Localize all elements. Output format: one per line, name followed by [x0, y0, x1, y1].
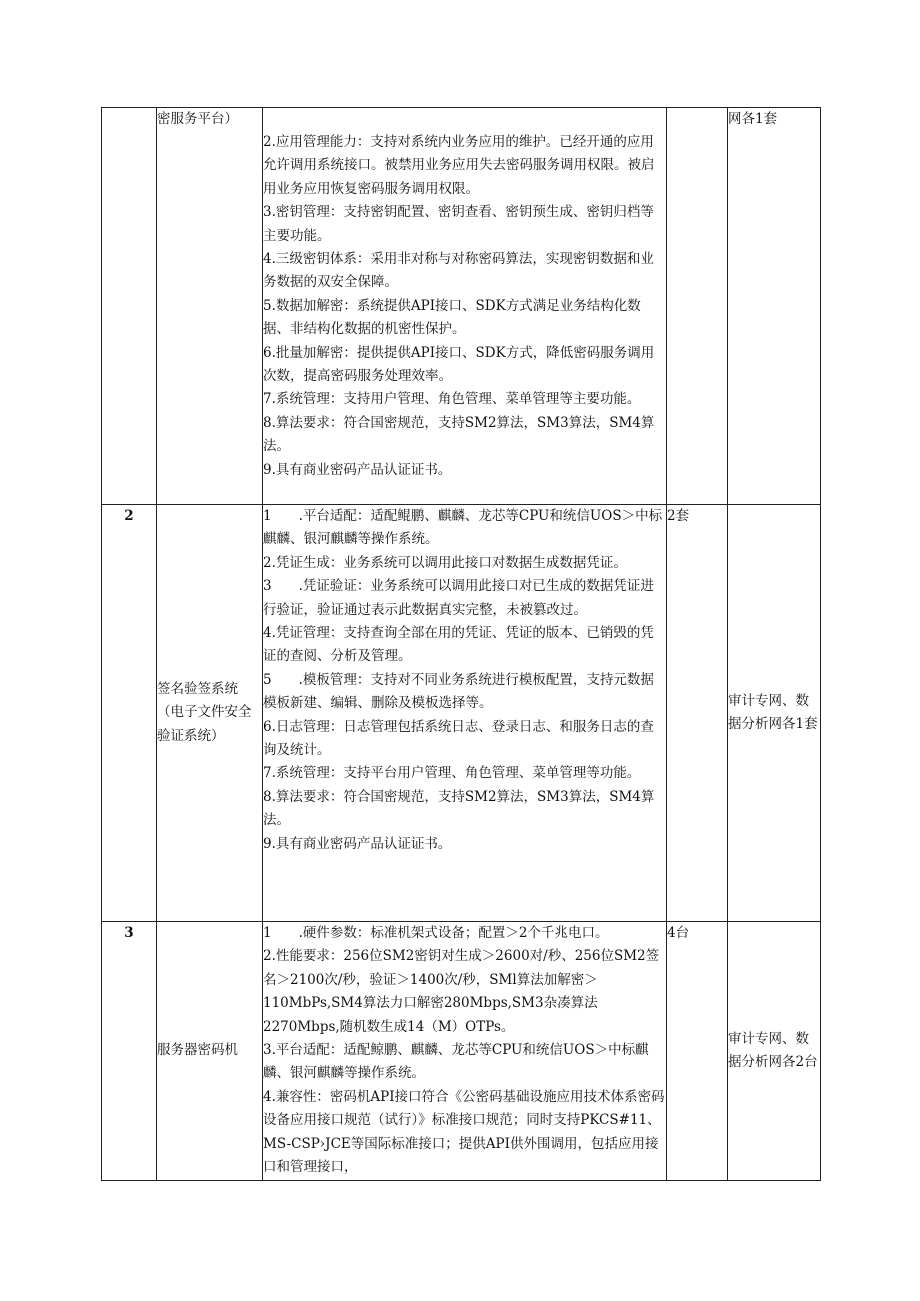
requirement-item: 3 .凭证验证：业务系统可以调用此接口对已生成的数据凭证进行验证，验证通过表示此数据真实完整，未被篡改过。 — [263, 578, 654, 618]
product-name: 服务器密码机 — [157, 922, 263, 1181]
deployment-note: 审计专网、数据分析网各1套 — [728, 505, 821, 922]
requirement-item: 4.三级密钥体系：采用非对称与对称密码算法，实现密钥数据和业务数据的双安全保障。 — [263, 251, 654, 291]
requirement-item: 5.数据加解密：系统提供API接口、SDK方式满足业务结构化数据、非结构化数据的机密性保护。 — [263, 297, 641, 338]
requirement-item: 3.平台适配：适配鲸鹏、麒麟、龙芯等CPU和统信UOS＞中标麒麟、银河麒麟等操作系统。 — [263, 1042, 649, 1082]
requirement-item: 8.算法要求：符合国密规范，支持SM2算法，SM3算法，SM4算法。 — [263, 414, 655, 455]
requirement-item: 2.凭证生成：业务系统可以调用此接口对数据生成数据凭证。 — [263, 554, 627, 571]
equipment-spec-table — [101, 107, 821, 1181]
requirement-item: 7.系统管理：支持用户管理、角色管理、菜单管理等主要功能。 — [263, 391, 641, 408]
requirement-item: 5 .模板管理：支持对不同业务系统进行模板配置，支持元数据模板新建、编辑、删除及模板选择等。 — [263, 671, 654, 712]
requirement-item: 9.具有商业密码产品认证证书。 — [263, 461, 452, 478]
requirement-item: 3.密钥管理：支持密钥配置、密钥查看、密钥预生成、密钥归档等主要功能。 — [263, 204, 654, 244]
requirements-cell — [263, 108, 667, 505]
requirement-item: 8.算法要求：符合国密规范，支持SM2算法，SM3算法，SM4算法。 — [263, 788, 655, 829]
requirements-cell — [263, 922, 667, 1181]
requirement-item: 4.兼容性：密码机API接口符合《公密码基础设施应用技术体系密码设备应用接口规范（试行）》标准接口规范；同时支持PKCS#11、MS-CSP›JCE等国际标准接口；提供API供外围调用，包括应用接口和管理接口， — [263, 1088, 665, 1176]
table-row — [102, 108, 821, 505]
quantity: 4台 — [667, 922, 728, 1181]
requirement-item: 1 .平台适配：适配鲲鹏、麒麟、龙芯等CPU和统信UOS＞中标麒麟、银河麒麟等操作系统。 — [263, 508, 663, 548]
row-number: 2 — [102, 505, 157, 922]
requirement-item: 4.凭证管理：支持查询全部在用的凭证、凭证的版本、已销毁的凭证的查阅、分析及管理。 — [263, 625, 654, 665]
requirement-item: 6.批量加解密：提供提供API接口、SDK方式，降低密码服务调用次数，提高密码服务处理效率。 — [263, 344, 655, 385]
table-row — [102, 922, 821, 1181]
deployment-note: 审计专网、数据分析网各2台 — [728, 922, 821, 1181]
requirement-item: 6.日志管理：日志管理包括系统日志、登录日志、和服务日志的查询及统计。 — [263, 718, 654, 759]
requirement-item: 9.具有商业密码产品认证证书。 — [263, 835, 452, 852]
requirement-item: 1 .硬件参数：标准机架式设备；配置＞2个千兆电口。 — [263, 925, 609, 941]
quantity — [667, 108, 728, 505]
requirement-item: 7.系统管理：支持平台用户管理、角色管理、菜单管理等功能。 — [263, 765, 641, 782]
table-row — [102, 505, 821, 922]
quantity: 2套 — [667, 505, 728, 922]
row-number: 3 — [102, 922, 157, 1181]
requirement-item: 2.性能要求：256位SM2密钥对生成＞2600对/秒、256位SM2签名＞2100次/秒，验证＞1400次/秒，SMl算法加解密＞110MbPs,SM4算法力口解密280Mbps,SM3杂凑算法2270Mbps,随机数生成14（M）OTPs。 — [263, 948, 660, 1035]
deployment-note: 网各1套 — [728, 108, 821, 505]
requirements-cell — [263, 505, 667, 922]
requirement-item: 2.应用管理能力：支持对系统内业务应用的维护。已经开通的应用允许调用系统接口。被禁用业务应用失去密码服务调用权限。被启用业务应用恢复密码服务调用权限。 — [263, 134, 655, 197]
product-name: 签名验签系统（电子文件安全验证系统） — [157, 505, 263, 922]
row-number — [102, 108, 157, 505]
product-name: 密服务平台） — [157, 108, 263, 505]
